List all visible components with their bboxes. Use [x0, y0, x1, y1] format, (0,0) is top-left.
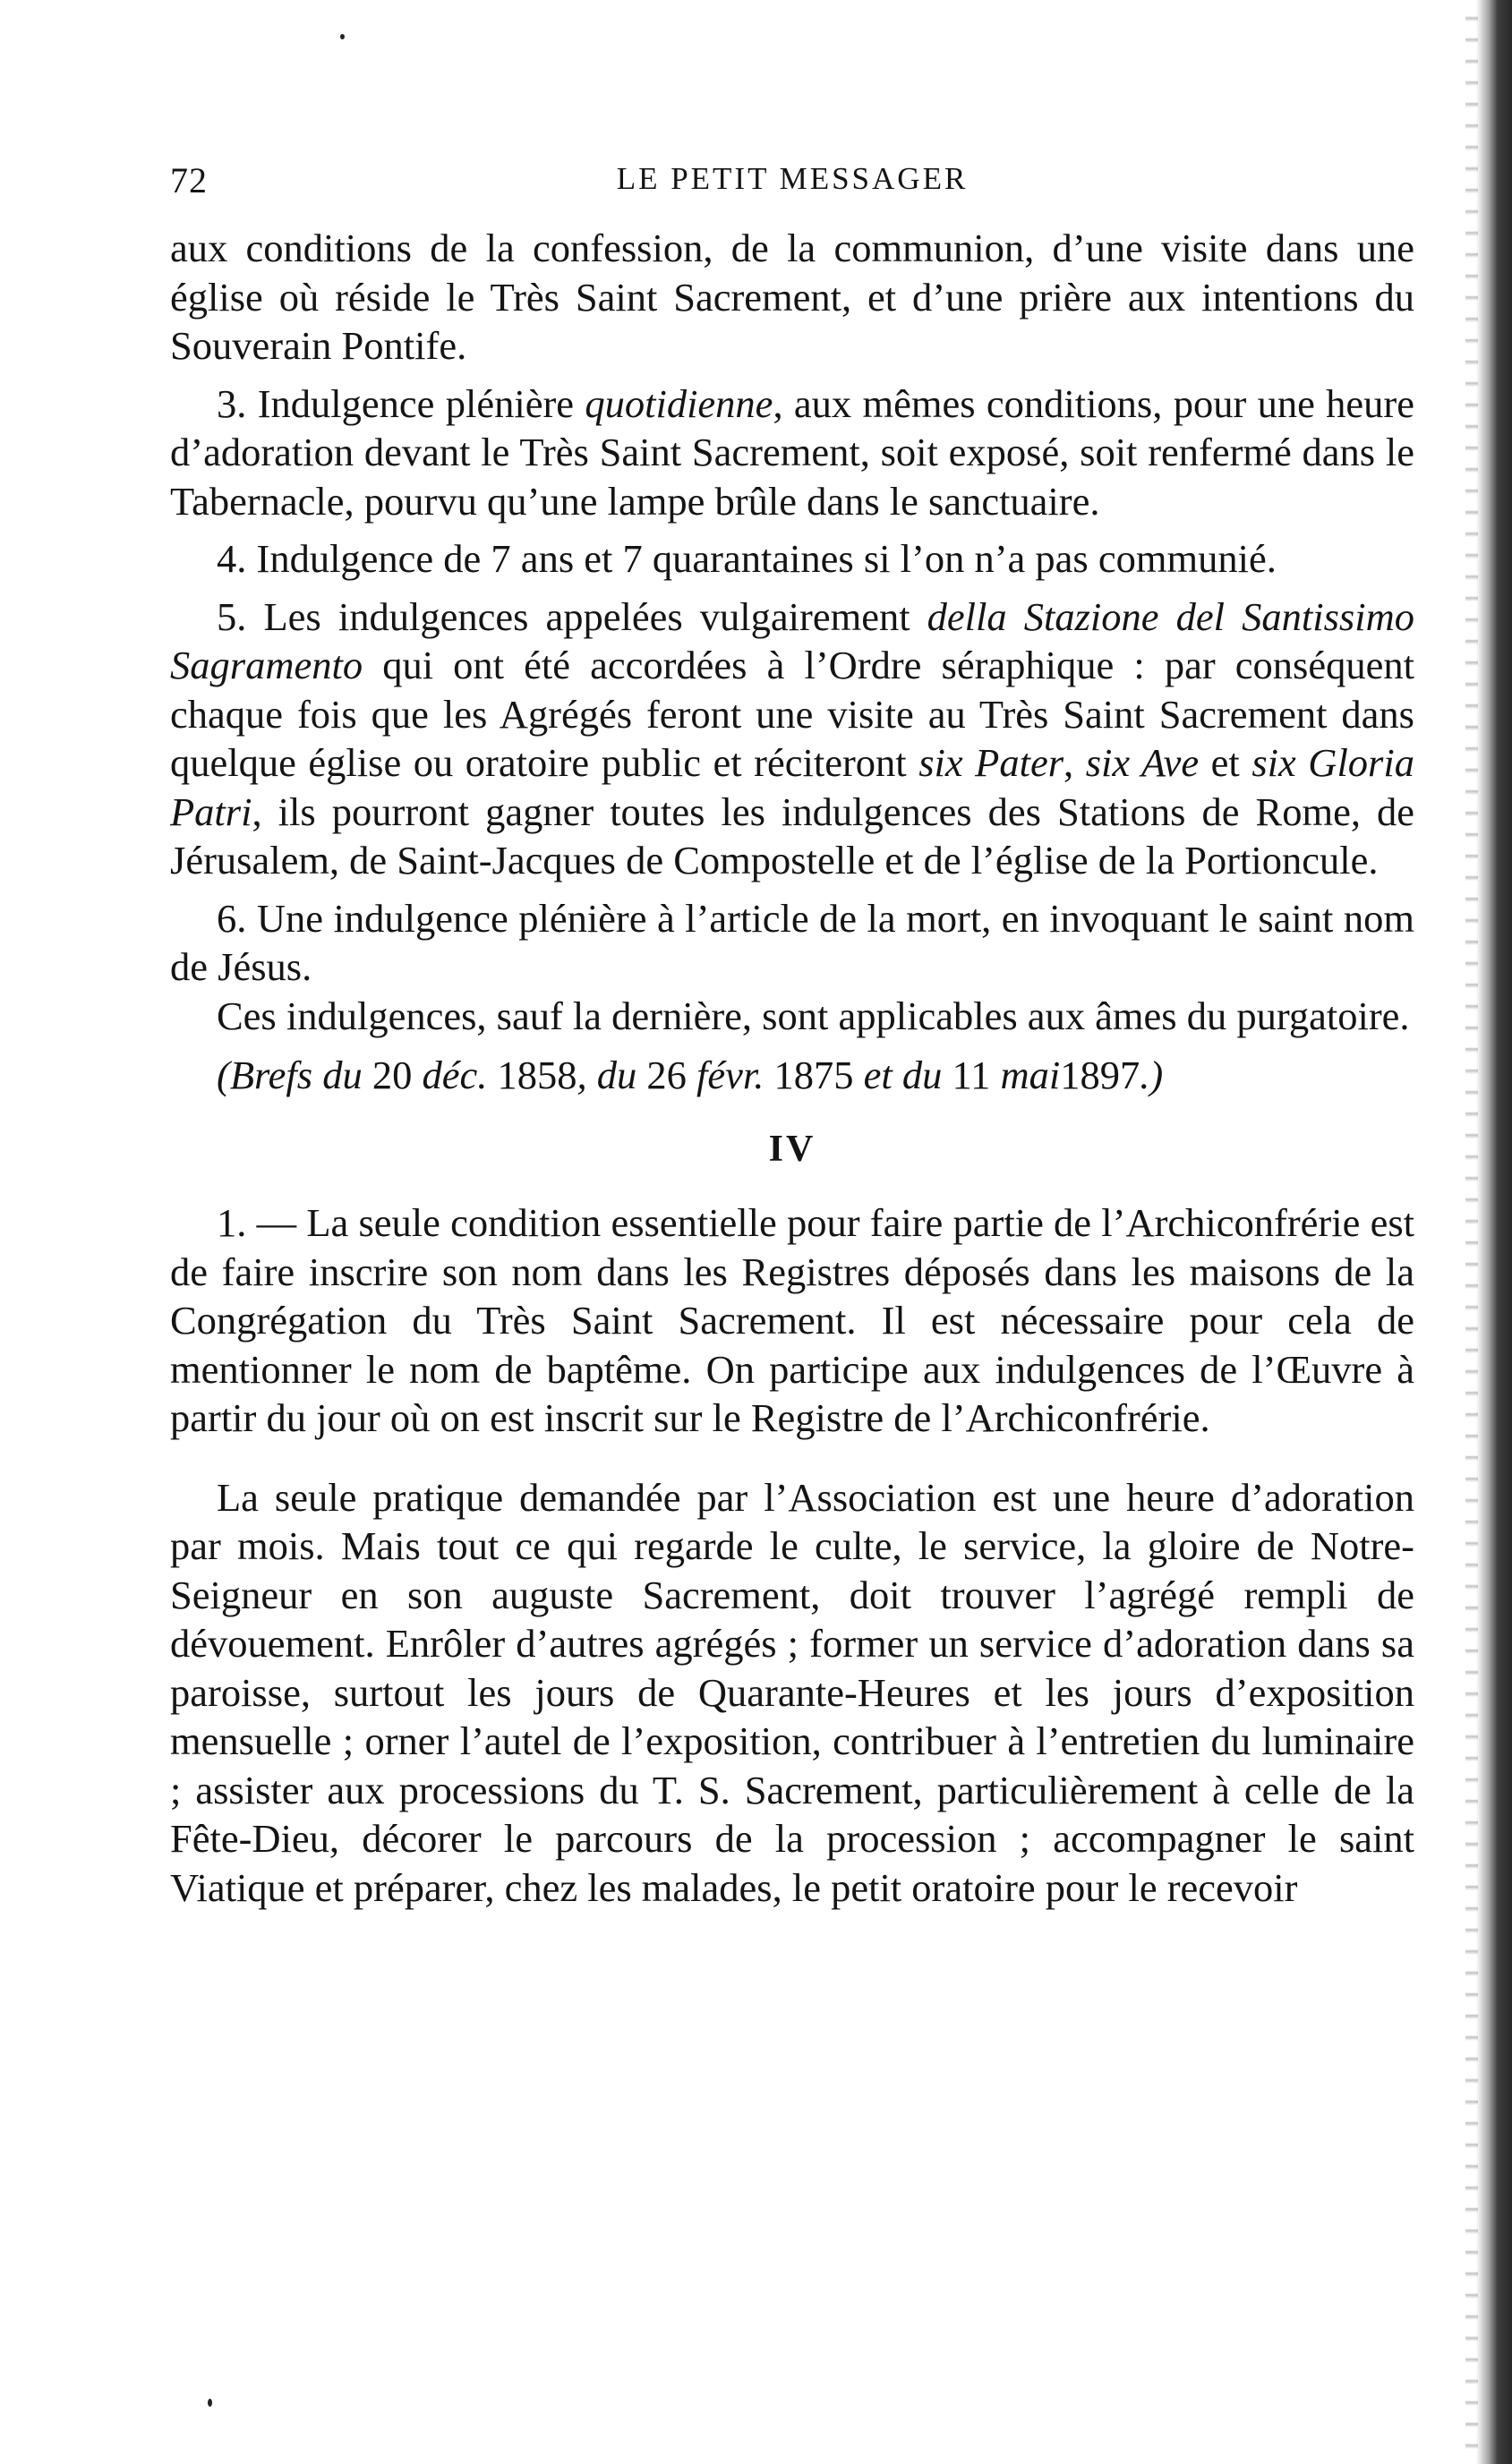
citation-part: (Brefs du	[217, 1053, 372, 1097]
paragraph-continued: aux conditions de la confession, de la communion, d’une visite dans une église où réside le Très Saint Sacrement, et d’une prière aux intentions du Souverain Pontife.	[170, 226, 1414, 368]
item-5-text-c: qui ont été accordées à l’Ordre séraphique : par conséquent chaque fois que les Agrégés feront une visite au Très Saint Sacrement dans quelque église ou oratoire public et réciteront	[170, 643, 1414, 785]
citation-part: et du	[853, 1053, 952, 1097]
citation-number: 11	[952, 1053, 991, 1097]
print-speck	[208, 2399, 212, 2407]
citation-number: 1858	[497, 1053, 577, 1097]
section-heading: IV	[768, 1128, 816, 1170]
paragraph-item-4: 4. Indulgence de 7 ans et 7 quarantaines si l’on n’a pas communié.	[217, 536, 1277, 581]
item-3-text-a: 3. Indulgence plénière	[217, 380, 585, 426]
paragraph-item-3	[170, 379, 1414, 526]
item-5-italic-station: della Stazione del Santissimo Sagramento	[170, 593, 1414, 687]
paragraph-item-5	[170, 593, 1414, 885]
citation	[170, 1051, 1414, 1100]
citation-part: , du	[577, 1053, 647, 1097]
citation-part: .)	[1140, 1053, 1164, 1097]
item-5-italic-gloria: six Gloria Patri	[170, 740, 1414, 834]
citation-part: mai	[990, 1053, 1061, 1097]
print-speck	[340, 34, 345, 39]
citation-number: 20	[372, 1053, 413, 1097]
page-header	[170, 150, 1414, 204]
item-5-italic-ave: six Ave	[1085, 740, 1200, 785]
paragraph-applicable: Ces indulgences, sauf la dernière, sont applicables aux âmes du purgatoire.	[217, 993, 1410, 1038]
item-5-text-a: 5. Les indulgences appelées vulgairement	[217, 593, 927, 639]
citation-number: 1875	[773, 1053, 854, 1097]
page-number: 72	[170, 160, 208, 200]
item-3-italic: quotidienne	[585, 380, 773, 426]
body-text	[170, 224, 1414, 1912]
item-5-text-e: ,	[1064, 740, 1086, 785]
running-title: LE PETIT MESSAGER	[616, 161, 969, 196]
item-5-text-i: , ils pourront gagner toutes les indulgences des Stations de Rome, de Jérusalem, de Saint-Jacques de Compostelle et de l’église de la Portioncule.	[170, 789, 1414, 882]
item-5-italic-pater: six Pater	[918, 740, 1064, 785]
item-5-text-g: et	[1199, 740, 1252, 785]
paragraph-item-6: 6. Une indulgence plénière à l’article de la mort, en invoquant le saint nom de Jésus.	[170, 895, 1414, 989]
page-edge-binding	[1476, 0, 1512, 2464]
citation-number: 26	[646, 1053, 687, 1097]
paragraph-section-1: 1. — La seule condition essentielle pour faire partie de l’Archiconfrérie est de faire inscrire son nom dans les Registres déposés dans les maisons de la Congrégation du Très Saint Sacrement. Il est nécessaire pour cela de mentionner le nom de baptême. On participe aux indulgences de l’Œuvre à partir du jour où on est inscrit sur le Registre de l’Archiconfrérie.	[170, 1200, 1414, 1440]
citation-number: 1897	[1060, 1053, 1140, 1097]
item-3-text-c: , aux mêmes conditions, pour une heure d’adoration devant le Très Saint Sacrement, soit exposé, soit renfermé dans le Tabernacle, pourvu qu’une lampe brûle dans le sanctuaire.	[170, 380, 1414, 524]
citation-part: déc.	[412, 1053, 498, 1097]
paragraph-practice: La seule pratique demandée par l’Association est une heure d’adoration par mois. Mais tout ce qui regarde le culte, le service, la gloire de Notre-Seigneur en son auguste Sacrement, doit trouver l’agrégé rempli de dévouement. Enrôler d’autres agrégés ; former un service d’adoration dans sa paroisse, surtout les jours de Quarante-Heures et les jours d’exposition mensuelle ; orner l’autel de l’exposition, contribuer à l’entretien du luminaire ; assister aux processions du T. S. Sacrement, particulièrement à celle de la Fête-Dieu, décorer le parcours de la procession ; accompagner le saint Viatique et préparer, chez les malades, le petit oratoire pour le recevoir	[170, 1474, 1414, 1910]
citation-part: févr.	[686, 1053, 774, 1097]
